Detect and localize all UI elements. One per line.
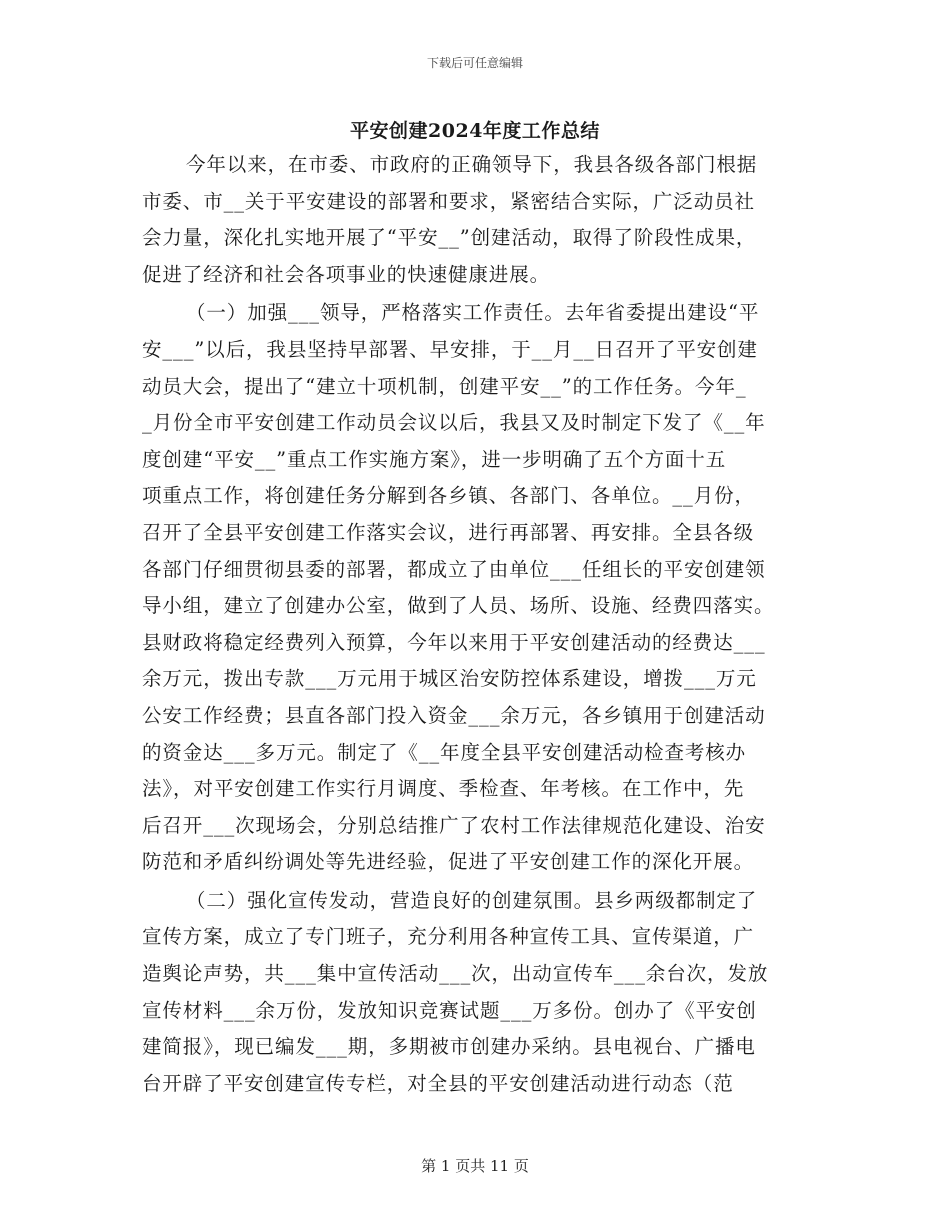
body-line: 今年以来，在市委、市政府的正确领导下，我县各级各部门根据 — [186, 153, 758, 176]
body-line: 后召开___次现场会，分别总结推广了农村工作法律规范化建设、治安 — [142, 813, 766, 837]
document-body — [142, 147, 810, 1102]
body-line: 造舆论声势，共___集中宣传活动___次，出动宣传车___余台次，发放 — [142, 962, 769, 986]
body-line: 建简报》，现已编发___期，多期被市创建办采纳。县电视台、广播电 — [142, 1035, 756, 1059]
body-line: 余万元，拨出专款___万元用于城区治安防控体系建设，增拨___万元 — [142, 667, 757, 691]
body-line: 安___”以后，我县坚持早部署、早安排，于__月__日召开了平安创建 — [142, 337, 758, 361]
body-line: 项重点工作，将创建任务分解到各乡镇、各部门、各单位。__月份， — [142, 484, 755, 508]
body-line: 导小组，建立了创建办公室，做到了人员、场所、设施、经费四落实。 — [142, 594, 775, 618]
body-line: 宣传方案，成立了专门班子，充分利用各种宣传工具、宣传渠道，广 — [142, 925, 755, 949]
body-line: _月份全市平安创建工作动员会议以后，我县又及时制定下发了《__年 — [142, 411, 766, 435]
body-line: 促进了经济和社会各项事业的快速健康进展。 — [142, 262, 551, 286]
body-line: 的资金达___多万元。制定了《__年度全县平安创建活动检查考核办 — [142, 740, 747, 764]
page-footer: 第 1 页共 11 页 — [421, 1157, 529, 1175]
body-line: 市委、市__关于平安建设的部署和要求，紧密结合实际，广泛动员社 — [142, 189, 755, 213]
body-line: 动员大会，提出了“建立十项机制，创建平安__”的工作任务。今年_ — [142, 374, 747, 398]
body-line: 会力量，深化扎实地开展了“平安__”创建活动，取得了阶段性成果， — [142, 226, 757, 250]
body-line: （二）强化宣传发动，营造良好的创建氛围。县乡两级都制定了 — [186, 888, 758, 912]
body-line: 度创建“平安__”重点工作实施方案》，进一步明确了五个方面十五 — [142, 447, 727, 471]
document-title: 平安创建2024年度工作总结 — [350, 120, 600, 142]
body-line: 各部门仔细贯彻县委的部署，都成立了由单位___任组长的平安创建领 — [142, 557, 766, 581]
body-line: （一）加强___领导，严格落实工作责任。去年省委提出建设“平 — [186, 301, 760, 325]
body-line: 防范和矛盾纠纷调处等先进经验，促进了平安创建工作的深化开展。 — [142, 850, 755, 874]
body-line: 宣传材料___余万份，发放知识竞赛试题___万多份。创办了《平安创 — [142, 998, 757, 1022]
body-line: 法》，对平安创建工作实行月调度、季检查、年考核。在工作中，先 — [142, 777, 745, 801]
body-line: 县财政将稳定经费列入预算，今年以来用于平安创建活动的经费达___ — [142, 630, 766, 654]
body-line: 召开了全县平安创建工作落实会议，进行再部署、再安排。全县各级 — [142, 520, 755, 544]
body-line: 台开辟了平安创建宣传专栏，对全县的平安创建活动进行动态（范 — [142, 1071, 734, 1095]
body-line: 公安工作经费；县直各部门投入资金___余万元，各乡镇用于创建活动 — [142, 703, 766, 727]
header-note: 下载后可任意编辑 — [426, 56, 523, 70]
